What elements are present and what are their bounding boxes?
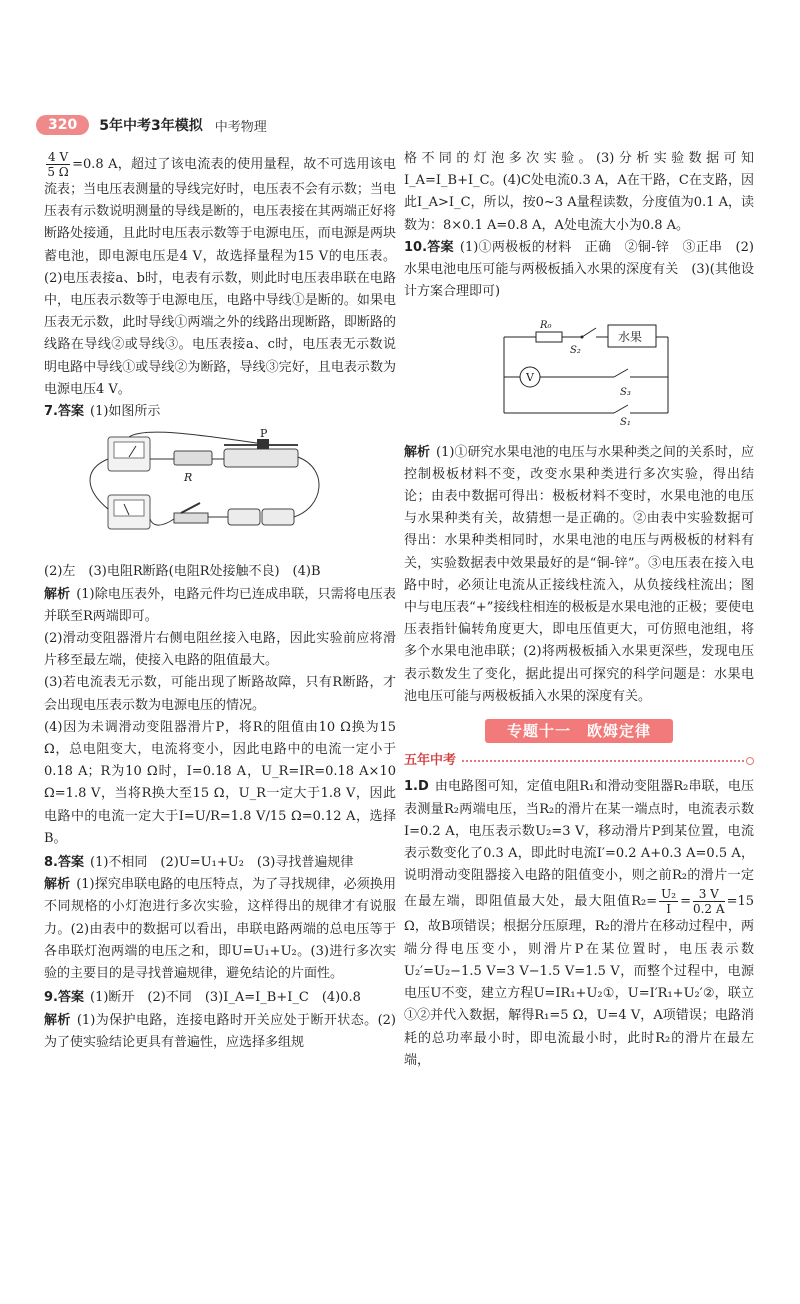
section-heading: 五年中考 bbox=[404, 750, 754, 772]
right-column bbox=[404, 148, 754, 1072]
explanation-q10: 解析 (1)①研究水果电池的电压与水果种类之间的关系时，应控制极板材料不变，改变水果种类进行多次实验，得出结论；由表中数据可得出：极板材料不变时，水果电池的电压与水果种类有关，故猜想一是正确的。②由表中实验数据可得出：水果种类相同时，水果电池的电压与两极板的材料有关，实验数据表中效果最好的是“铜-锌”。③电压表在接入电路中时，必须让电流从正接线柱流入，从负接线柱流出；图中与电压表“+”接线柱相连的极板是水果电池的正极；要使电压表指针偏转角度更大，即电压值更大，可仿照电池组，将多个水果电池串联；(2)将两极板插入水果更深些，发现电压表示数发生了变化，据此提出可探究的科学问题是：水果电池电压可能与两极板插入水果的深度有关。 bbox=[404, 444, 754, 704]
answer-q7-rest: (2)左 (3)电阻R断路(电阻R处接触不良) (4)B bbox=[44, 564, 321, 580]
explanation-q9: 解析 (1)为保护电路，连接电路时开关应处于断开状态。(2)为了使实验结论更具有普遍性，应选择多组规 bbox=[44, 1012, 396, 1050]
fraction-1: $\frac{\text{U₂}}{I}$ bbox=[661, 887, 677, 917]
paragraph-q6-continued: $\frac{4 V}{5 \Omega}$ =0.8 A，超过了该电流表的使用量程，故不可选用该电流表；当电压表测量的导线完好时，电压表不会有示数；当电压表有示数说明测量的导线是断的，电压表接在其两端正好将断路处接通，且此时电压表示数等于电源电压，而电源是两块蓄电池，即电源电压是4 V，故选择量程为15 V的电压表。(2)电压表接a、b时，电表有示数，则此时电压表串联在电路中，电压表示数等于电源电压，电路中导线①是断的。如果电压表无示数，此时导线①两端之外的线路出现断路，即断路的线路在导线②或导线③。电压表接a、c时，电压表无示数说明电路中导线①或导线②为断路，导线③完好，且电表示数为电源电压4 V。 bbox=[44, 150, 396, 397]
label-R0: R₀ bbox=[540, 320, 552, 332]
page-number: 320 bbox=[36, 115, 89, 135]
paragraph-q9-continued: 格不同的灯泡多次实验。(3)分析实验数据可知I_A=I_B+I_C。(4)C处电流0.3 A，A在干路，C在支路，因此I_A>I_C，所以，按0~3 A量程读数，分度值为0.1 A，读数为：8×0.1 A=0.8 A，A处电流大小为0.8 A。 bbox=[404, 151, 754, 233]
page-header bbox=[36, 112, 267, 138]
explanation-q8: 解析 (1)探究串联电路的电压特点，为了寻找规律，必须换用不同规格的小灯泡进行多次实验，这样得出的规律才有说服力。(2)由表中的数据可以看出，串联电路两端的总电压等于各串联灯泡两端的电压之和，即U=U₁+U₂。(3)进行多次实验的主要目的是寻找普遍规律，避免结论的片面性。 bbox=[44, 877, 396, 982]
subject-label: 中考物理 bbox=[214, 119, 267, 135]
voltmeter-symbol: V bbox=[526, 371, 534, 385]
explanation-q7-2: (2)滑动变阻器滑片右侧电阻丝接入电路，因此实验前应将滑片移至最左端，使接入电路的阻值最大。 bbox=[44, 631, 396, 669]
fraction: $\frac{4 V}{5 \Omega}$ bbox=[47, 150, 69, 179]
explanation-q7-1: 解析 (1)除电压表外，电路元件均已连成串联，只需将电压表并联至R两端即可。 bbox=[44, 586, 396, 624]
left-column bbox=[44, 150, 396, 1054]
answer-q7: 7.答案 (1)如图所示 bbox=[44, 404, 161, 420]
answer-q8: 8.答案 (1)不相同 (2)U=U₁+U₂ (3)寻找普遍规律 bbox=[44, 855, 354, 871]
label-R: R bbox=[184, 471, 193, 485]
label-S3: S₃ bbox=[620, 387, 631, 399]
answer-q10: 10.答案 (1)①两极板的材料 正确 ②铜-锌 ③正串 (2)水果电池电压可能与两极板插入水果的深度有关 (3)(其他设计方案合理即可) bbox=[404, 239, 754, 300]
topic-banner: 专题十一 欧姆定律 bbox=[404, 720, 754, 744]
label-fruit: 水果 bbox=[618, 330, 643, 345]
label-S1: S₁ bbox=[620, 417, 631, 428]
circuit-diagram bbox=[496, 309, 676, 427]
circuit-drawing bbox=[44, 429, 344, 547]
explanation-q7-3: (3)若电流表无示数，可能出现了断路故障，只有R断路，才会出现电压表示数为电源电压的情况。 bbox=[44, 675, 396, 713]
answer-q1: 1.D 由电路图可知，定值电阻R₁和滑动变阻器R₂串联，电压表测量R₂两端电压，当R₂的滑片在某一端点时，电流表示数I=0.2 A，电压表示数U₂=3 V，移动滑片P到某位置，电流表示数变化了0.3 A，即此时电流I′=0.2 A+0.3 A=0.5 A，说明滑动变阻器接入电路的阻值变小，则之前R₂的滑片一定在最左端，即阻值最大处，最大阻值R₂= $\frac{\text{U₂}}{I}$ = $\frac{3 V}{0.2 A}$ =15 Ω，故B项错误；根据分压原理，R₂的滑片在移动过程中，两端分得电压变小，则滑片P在某位置时，电压表示数U₂′=U₂−1.5 V=3 V−1.5 V=1.5 V，而整个过程中，电源电压U不变，建立方程U=IR₁+U₂①，U=I′R₁+U₂′②，联立①②并代入数据，解得R₁=5 Ω，U=4 V，A项错误；电路消耗的总功率最小时，即电流最小时，此时R₂的滑片在最左端， bbox=[404, 779, 754, 1068]
explanation-q7-4: (4)因为未调滑动变阻器滑片P，将R的阻值由10 Ω换为15 Ω，总电阻变大，电流将变小，因此电路中的电流一定小于0.18 A；R为10 Ω时，I=0.18 A，U_R=IR=0.18 A×10 Ω=1.8 V，当将R换大至15 Ω，U_R一定大于1.8 V，因此电路中的电流一定大于I=U/R=1.8 V/15 Ω=0.12 A，选择B。 bbox=[44, 719, 396, 846]
label-S2: S₂ bbox=[570, 345, 581, 357]
label-P: P bbox=[260, 429, 268, 441]
fraction-2: $\frac{3 V}{0.2 A}$ bbox=[692, 887, 725, 917]
circuit-figure-q10 bbox=[404, 309, 754, 435]
answer-q9: 9.答案 (1)断开 (2)不同 (3)I_A=I_B+I_C (4)0.8 bbox=[44, 990, 361, 1006]
circuit-figure-q7 bbox=[44, 429, 396, 555]
book-title: 5年中考3年模拟 bbox=[99, 118, 203, 134]
